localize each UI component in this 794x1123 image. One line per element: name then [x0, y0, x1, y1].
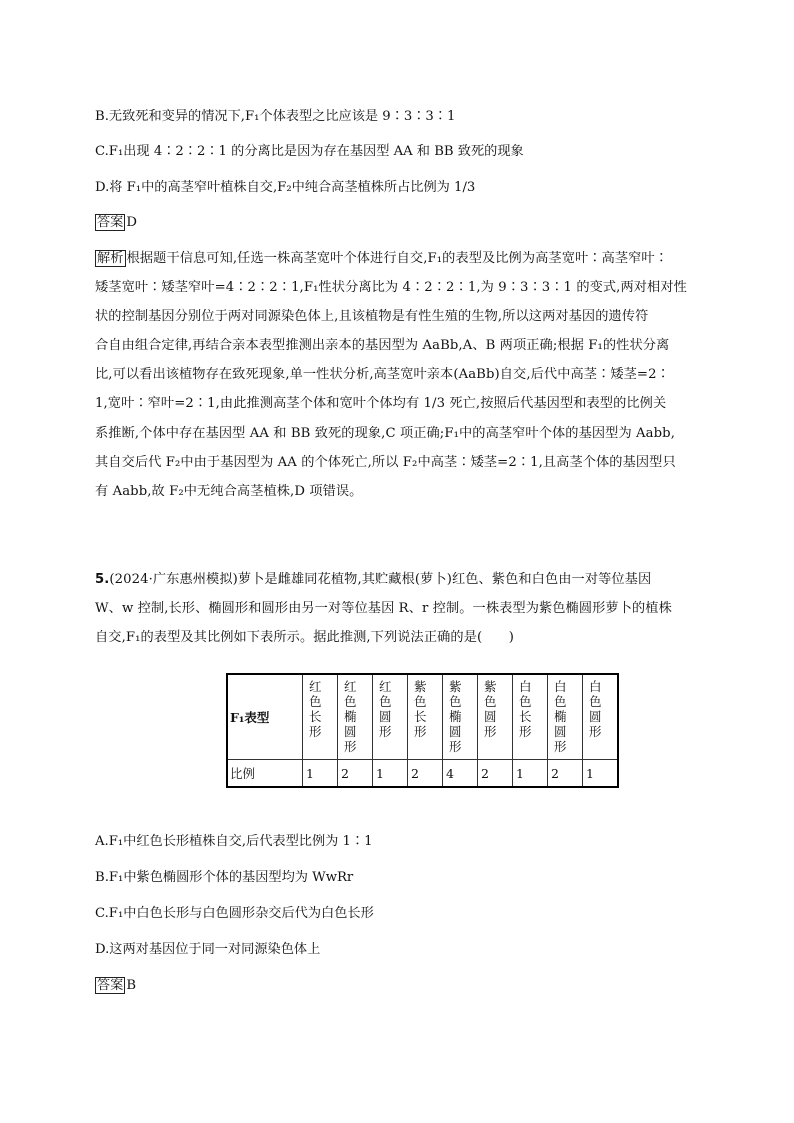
- table-header-cell: 紫色圆形: [478, 674, 513, 760]
- table-header-cell: 红色长形: [303, 674, 338, 760]
- q5-option-d: D.这两对基因位于同一对同源染色体上: [95, 942, 321, 957]
- q5-stem: [95, 571, 710, 658]
- table-cell: 2: [548, 760, 583, 788]
- table-cell: 1: [373, 760, 408, 788]
- table-row-label: 比例: [227, 760, 303, 788]
- q5-option-c: C.F₁中白色长形与白色圆形杂交后代为白色长形: [95, 906, 374, 921]
- q4-option-c: C.F₁出现 4∶2∶2∶1 的分离比是因为存在基因型 AA 和 BB 致死的现象: [95, 144, 524, 159]
- q4-answer: [95, 214, 137, 232]
- analysis-line: 有 Aabb,故 F₂中无纯合高茎植株,D 项错误。: [95, 483, 363, 499]
- answer-value: B: [126, 978, 137, 993]
- table-cell: 4: [443, 760, 478, 788]
- table-header-row: [227, 674, 618, 760]
- table-header-cell: 红色圆形: [373, 674, 408, 760]
- analysis-line: 解析 根据题干信息可知,任选一株高茎宽叶个体进行自交,F₁的表型及比例为高茎宽叶∶高茎窄叶∶: [97, 251, 669, 266]
- table-header-cell: 白色长形: [513, 674, 548, 760]
- answer-label: 答案: [97, 978, 124, 993]
- table-header-label: F₁表型: [227, 674, 303, 760]
- q5-option-b: B.F₁中紫色椭圆形个体的基因型均为 WwRr: [95, 870, 354, 885]
- question-line: W、w 控制,长形、椭圆形和圆形由另一对等位基因 R、r 控制。一株表型为紫色椭圆形萝卜的植株: [95, 601, 672, 617]
- table-cell: 2: [478, 760, 513, 788]
- q4-option-d: D.将 F₁中的高茎窄叶植株自交,F₂中纯合高茎植株所占比例为 1/3: [95, 180, 476, 195]
- analysis-line: 系推断,个体中存在基因型 AA 和 BB 致死的现象,C 项正确;F₁中的高茎窄叶个体的基因型为 Aabb,: [95, 425, 675, 441]
- q4-analysis: [95, 250, 710, 512]
- question-line: 5.(2024·广东惠州模拟)萝卜是雌雄同花植物,其贮藏根(萝卜)红色、紫色和白色由一对等位基因: [95, 572, 652, 587]
- question-line: 自交,F₁的表型及其比例如下表所示。据此推测,下列说法正确的是( ): [95, 630, 515, 646]
- q5-option-a: A.F₁中红色长形植株自交,后代表型比例为 1∶1: [95, 834, 373, 849]
- q4-option-b: B.无致死和变异的情况下,F₁个体表型之比应该是 9∶3∶3∶1: [95, 109, 456, 124]
- question-number: 5.: [95, 572, 110, 587]
- analysis-line: 状的控制基因分别位于两对同源染色体上,且该植物是有性生殖的生物,所以这两对基因的遗传符: [95, 309, 649, 325]
- q5-answer: [95, 977, 136, 995]
- table-cell: 1: [583, 760, 619, 788]
- table-header-cell: 白色圆形: [583, 674, 619, 760]
- analysis-label: 解析: [97, 251, 124, 266]
- table-cell: 2: [338, 760, 373, 788]
- analysis-line: 1,宽叶∶窄叶=2∶1,由此推测高茎个体和宽叶个体均有 1/3 死亡,按照后代基因型和表型的比例关: [95, 396, 667, 412]
- analysis-line: 矮茎宽叶∶矮茎窄叶=4∶2∶2∶1,F₁性状分离比为 4∶2∶2∶1,为 9∶3∶3∶1 的变式,两对相对性: [95, 280, 687, 296]
- table-row: [227, 760, 618, 788]
- answer-label: 答案: [97, 215, 124, 230]
- phenotype-table: [226, 673, 619, 788]
- table-cell: 2: [408, 760, 443, 788]
- analysis-line: 比,可以看出该植物存在致死现象,单一性状分析,高茎宽叶亲本(AaBb)自交,后代中高茎∶矮茎=2∶: [95, 367, 670, 383]
- analysis-line: 其自交后代 F₂中由于基因型为 AA 的个体死亡,所以 F₂中高茎∶矮茎=2∶1,且高茎个体的基因型只: [95, 454, 676, 470]
- table-cell: 1: [303, 760, 338, 788]
- table-cell: 1: [513, 760, 548, 788]
- answer-value: D: [126, 215, 137, 230]
- table-header-cell: 紫色椭圆形: [443, 674, 478, 760]
- table-header-cell: 红色椭圆形: [338, 674, 373, 760]
- analysis-line: 合自由组合定律,再结合亲本表型推测出亲本的基因型为 AaBb,A、B 两项正确;根据 F₁的性状分离: [95, 338, 670, 354]
- table-header-cell: 白色椭圆形: [548, 674, 583, 760]
- table-header-cell: 紫色长形: [408, 674, 443, 760]
